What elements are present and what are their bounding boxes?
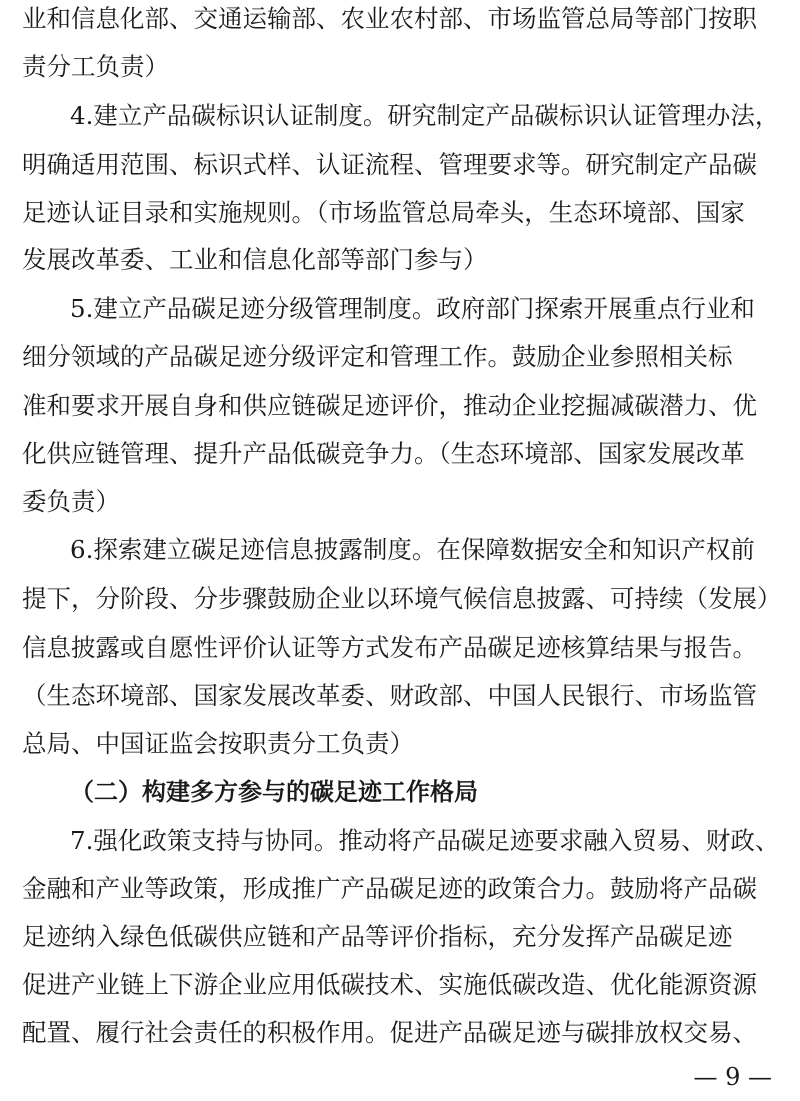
text-line: 发展改革委、工业和信息化部等部门参与） [22,245,488,274]
text-line: 委负责） [22,487,120,516]
paragraph-7-start: 7.强化政策支持与协同。推动将产品碳足迹要求融入贸易、财政、 [70,826,780,855]
text-line: 配置、履行社会责任的积极作用。促进产品碳足迹与碳排放权交易、 [22,1018,757,1047]
text-line: 责分工负责） [22,52,169,81]
text-line: 总局、中国证监会按职责分工负责） [22,729,414,758]
text-line: 足迹纳入绿色低碳供应链和产品等评价指标，充分发挥产品碳足迹 [22,922,733,951]
text-line: 明确适用范围、标识式样、认证流程、管理要求等。研究制定产品碳 [22,150,757,179]
section-heading: （二）构建多方参与的碳足迹工作格局 [70,778,478,806]
page-number: — 9 — [693,1063,772,1091]
paragraph-5-start: 5.建立产品碳足迹分级管理制度。政府部门探索开展重点行业和 [70,294,755,323]
text-line: 业和信息化部、交通运输部、农业农村部、市场监管总局等部门按职 [22,4,757,33]
text-line: 信息披露或自愿性评价认证等方式发布产品碳足迹核算结果与报告。 [22,633,757,662]
text-line: 金融和产业等政策，形成推广产品碳足迹的政策合力。鼓励将产品碳 [22,874,757,903]
text-line: 促进产业链上下游企业应用低碳技术、实施低碳改造、优化能源资源 [22,970,757,999]
text-line: 足迹认证目录和实施规则。（市场监管总局牵头，生态环境部、国家 [22,198,745,227]
text-line: 化供应链管理、提升产品低碳竞争力。（生态环境部、国家发展改革 [22,439,745,468]
paragraph-4-start: 4.建立产品碳标识认证制度。研究制定产品碳标识认证管理办法， [70,101,780,130]
paragraph-6-start: 6.探索建立碳足迹信息披露制度。在保障数据安全和知识产权前 [70,535,755,564]
text-line: 提下，分阶段、分步骤鼓励企业以环境气候信息披露、可持续（发展） [22,584,782,613]
text-line: 细分领域的产品碳足迹分级评定和管理工作。鼓励企业参照相关标 [22,342,733,371]
text-line: （生态环境部、国家发展改革委、财政部、中国人民银行、市场监管 [22,681,757,710]
text-line: 准和要求开展自身和供应链碳足迹评价，推动企业挖掘减碳潜力、优 [22,391,757,420]
